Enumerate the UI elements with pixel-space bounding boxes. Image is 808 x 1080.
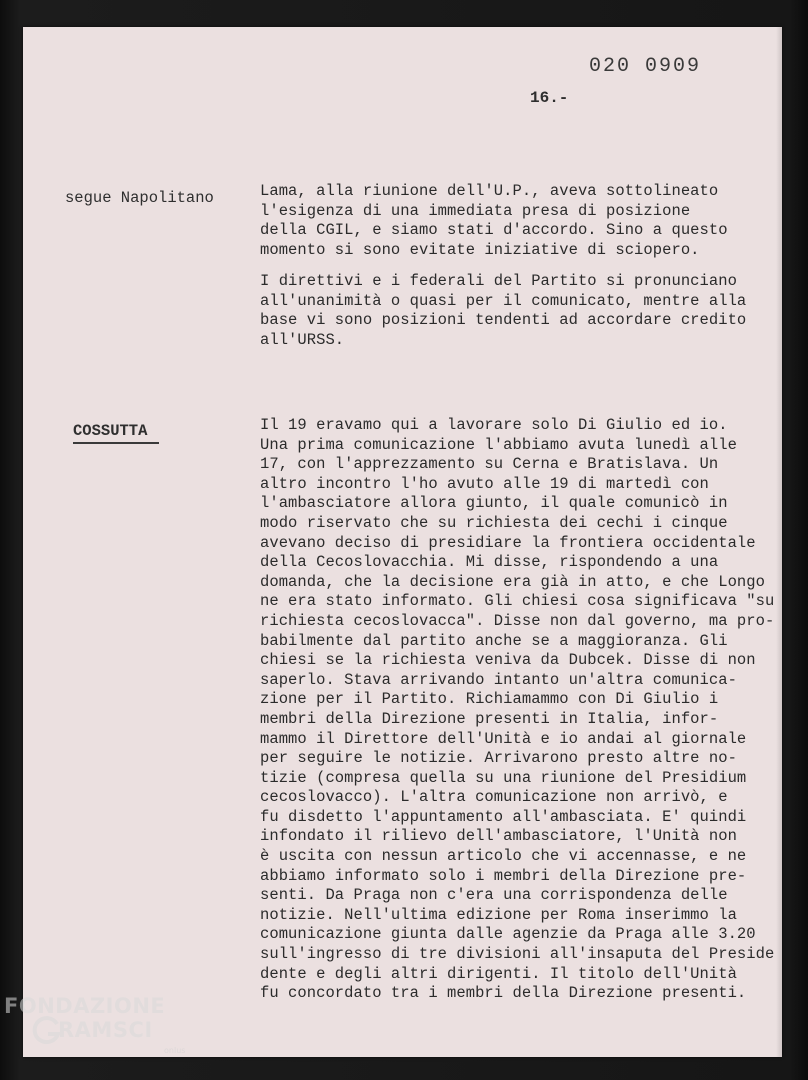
text-line: modo riservato che su richiesta dei cechi i cinque: [260, 513, 728, 532]
text-line: per seguire le notizie. Arrivarono presto altre no-: [260, 749, 737, 768]
text-line: all'unanimità o quasi per il comunicato, mentre alla: [260, 291, 747, 310]
text-line: momento si sono evitate iniziative di sciopero.: [260, 240, 700, 259]
text-line: sull'ingresso di tre divisioni all'insaputa del Preside: [260, 945, 775, 964]
text-line: senti. Da Praga non c'era una corrispondenza delle: [260, 886, 728, 905]
speaker-underline: [73, 442, 159, 444]
page-edge-shadow: [776, 27, 782, 1057]
text-line: 17, con l'apprezzamento su Cerna e Bratislava. Un: [260, 455, 719, 474]
text-line: fu disdetto l'appuntamento all'ambasciata. E' quindi: [260, 807, 747, 826]
text-line: altro incontro l'ho avuto alle 19 di martedì con: [260, 474, 709, 493]
text-line: fu concordato tra i membri della Direzione presenti.: [260, 984, 747, 1003]
text-line: domanda, che la decisione era già in atto, e che Longo: [260, 572, 765, 591]
watermark-suffix: onlus: [164, 1046, 186, 1055]
text-line: l'esigenza di una immediata presa di posizione: [260, 201, 691, 220]
text-line: babilmente dal partito anche se a maggioranza. Gli: [260, 631, 728, 650]
text-line: chiesi se la richiesta veniva da Dubcek. Disse di non: [260, 651, 756, 670]
fondazione-gramsci-watermark: [4, 994, 204, 1074]
text-line: cecoslovacco). L'altra comunicazione non arrivò, e: [260, 788, 728, 807]
speaker-label-napolitano: segue Napolitano: [65, 189, 214, 207]
text-line: base vi sono posizioni tendenti ad accordare credito: [260, 311, 747, 330]
text-line: è uscita con nessun articolo che vi accennasse, e ne: [260, 847, 747, 866]
text-line: membri della Direzione presenti in Italia, infor-: [260, 709, 719, 728]
text-line: dente e degli altri dirigenti. Il titolo dell'Unità: [260, 964, 737, 983]
text-line: infondato il rilievo dell'ambasciatore, l'Unità non: [260, 827, 737, 846]
text-line: richiesta cecoslovacca". Disse non dal governo, ma pro-: [260, 611, 775, 630]
watermark-line2: RAMSCI: [58, 1018, 153, 1042]
speaker-name: COSSUTTA: [73, 422, 148, 440]
text-line: Lama, alla riunione dell'U.P., aveva sottolineato: [260, 182, 719, 200]
text-line: I direttivi e i federali del Partito si pronunciano: [260, 272, 737, 290]
text-line: notizie. Nell'ultima edizione per Roma inserimmo la: [260, 905, 737, 924]
text-line: comunicazione giunta dalle agenzie da Praga alle 3.20: [260, 925, 756, 944]
paragraph-cossutta: [260, 416, 774, 1004]
paragraph-napolitano-1: [260, 182, 728, 260]
paragraph-napolitano-2: [260, 272, 746, 350]
watermark-line1: FONDAZIONE: [4, 994, 166, 1018]
text-line: tizie (compresa quella su una riunione del Presidium: [260, 768, 747, 787]
text-line: abbiamo informato solo i membri della Direzione pre-: [260, 866, 747, 885]
archive-number: 020 0909: [589, 55, 702, 78]
text-line: avevano deciso di presidiare la frontiera occidentale: [260, 533, 756, 552]
text-line: mammo il Direttore dell'Unità e io andai al giornale: [260, 729, 747, 748]
text-line: della Cecoslovacchia. Mi disse, rispondendo a una: [260, 553, 719, 572]
document-page: [23, 27, 782, 1057]
page-number: 16.-: [530, 89, 569, 107]
text-line: della CGIL, e siamo stati d'accordo. Sino a questo: [260, 221, 728, 240]
text-line: l'ambasciatore allora giunto, il quale comunicò in: [260, 494, 728, 513]
text-line: all'URSS.: [260, 330, 345, 349]
text-line: Il 19 eravamo qui a lavorare solo Di Giulio ed io.: [260, 416, 728, 434]
text-line: saperlo. Stava arrivando intanto un'altra comunica-: [260, 670, 737, 689]
text-line: ne era stato informato. Gli chiesi cosa significava "su: [260, 592, 775, 611]
text-line: zione per il Partito. Richiamammo con Di Giulio i: [260, 690, 719, 709]
text-line: Una prima comunicazione l'abbiamo avuta lunedì alle: [260, 435, 737, 454]
speaker-label-cossutta: [73, 422, 159, 444]
